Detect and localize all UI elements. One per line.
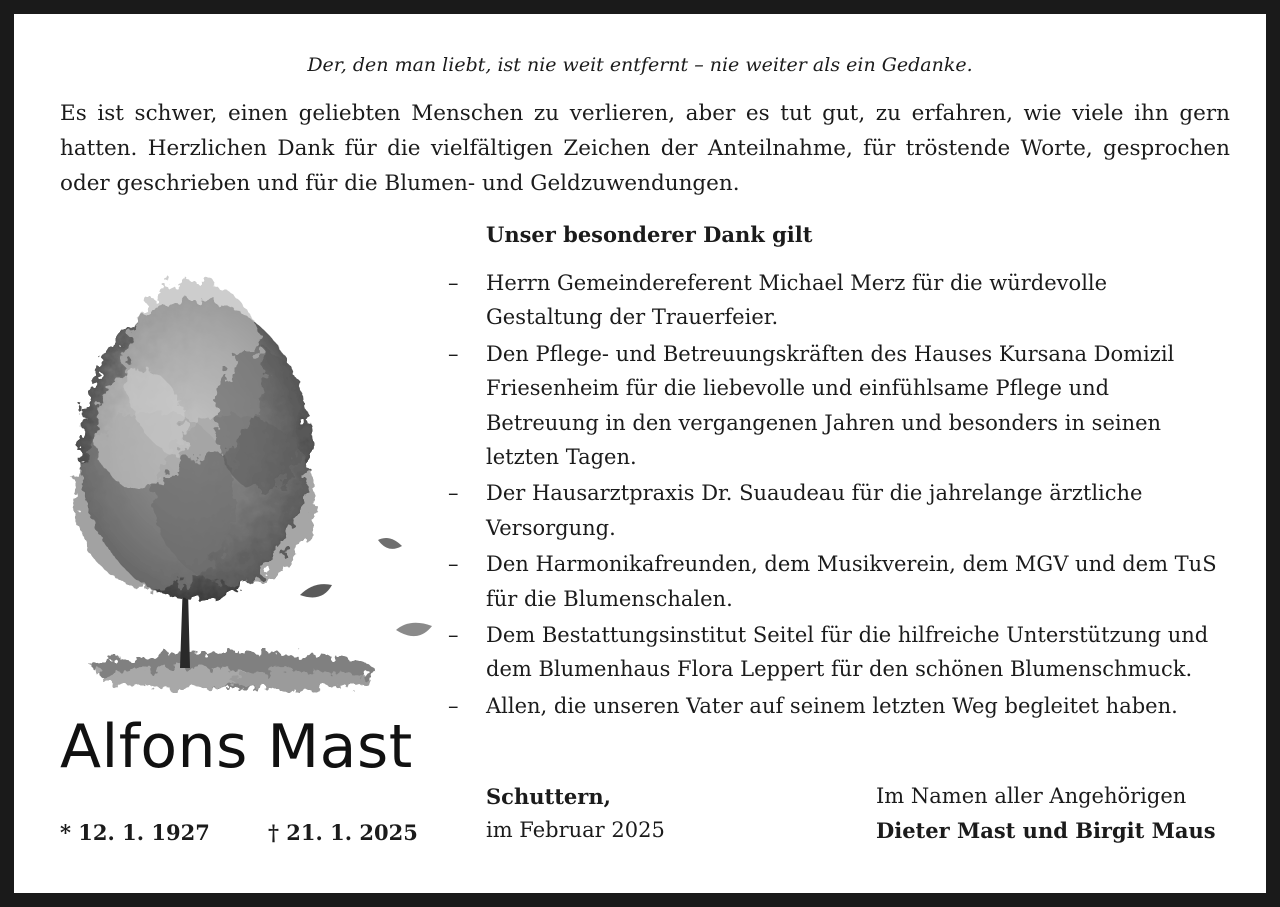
list-item (448, 547, 1218, 616)
intro-text: Es ist schwer, einen geliebten Menschen zu verlieren, aber es tut gut, zu erfahren, wie viele ihn gern hatten. Herzlichen Dank für die vielfältigen Zeichen der Anteilnahme, für tröstende Worte, gesprochen oder geschrieben und für die Blumen- und Geldzuwendungen. (60, 101, 1230, 196)
closing-date: im Februar 2025 (486, 818, 665, 842)
list-item-text: Allen, die unseren Vater auf seinem letzten Weg begleitet haben. (486, 693, 1178, 718)
death-date: † 21. 1. 2025 (268, 820, 418, 845)
list-item-text: Den Pflege- und Betreuungskräften des Hauses Kursana Domizil Friesenheim für die liebevolle und einfühlsame Pflege und Betreuung in den vergangenen Jahren und besonders in seinen letzten Tagen. (486, 341, 1175, 470)
birth-date: * 12. 1. 1927 (60, 820, 210, 845)
motto-quote: Der, den man liebt, ist nie weit entfernt – nie weiter als ein Gedanke. (307, 54, 973, 76)
list-item-text: Herrn Gemeindereferent Michael Merz für die würdevolle Gestaltung der Trauerfeier. (486, 271, 1108, 330)
deceased-name: Alfons Mast (60, 712, 413, 782)
leaf-icon (300, 538, 432, 636)
list-item-text: Dem Bestattungsinstitut Seitel für die hilfreiche Unterstützung und dem Blumenhaus Flora Leppert für den schönen Blumenschmuck. (486, 623, 1209, 682)
dash-bullet: – (448, 481, 459, 506)
tree-icon (60, 250, 445, 710)
closing-place: Schuttern, (486, 784, 611, 809)
signoff-line: Im Namen aller Angehörigen (876, 784, 1187, 808)
thanks-list (448, 266, 1218, 725)
dash-bullet: – (448, 693, 459, 718)
dash-bullet: – (448, 271, 459, 295)
list-item (448, 476, 1218, 545)
list-item-text: Der Hausarztpraxis Dr. Suaudeau für die jahrelange ärztliche Versorgung. (486, 481, 1143, 540)
list-item (448, 266, 1218, 335)
dash-bullet: – (448, 341, 459, 366)
dash-bullet: – (448, 552, 459, 577)
tree-illustration (60, 250, 445, 710)
dash-bullet: – (448, 623, 459, 648)
signoff-names: Dieter Mast und Birgit Maus (876, 818, 1216, 843)
list-item-text: Den Harmonikafreunden, dem Musikverein, dem MGV und dem TuS für die Blumenschalen. (486, 552, 1217, 611)
list-item (448, 689, 1218, 723)
list-item (448, 337, 1218, 475)
list-item (448, 618, 1218, 687)
thanks-heading: Unser besonderer Dank gilt (486, 222, 813, 247)
